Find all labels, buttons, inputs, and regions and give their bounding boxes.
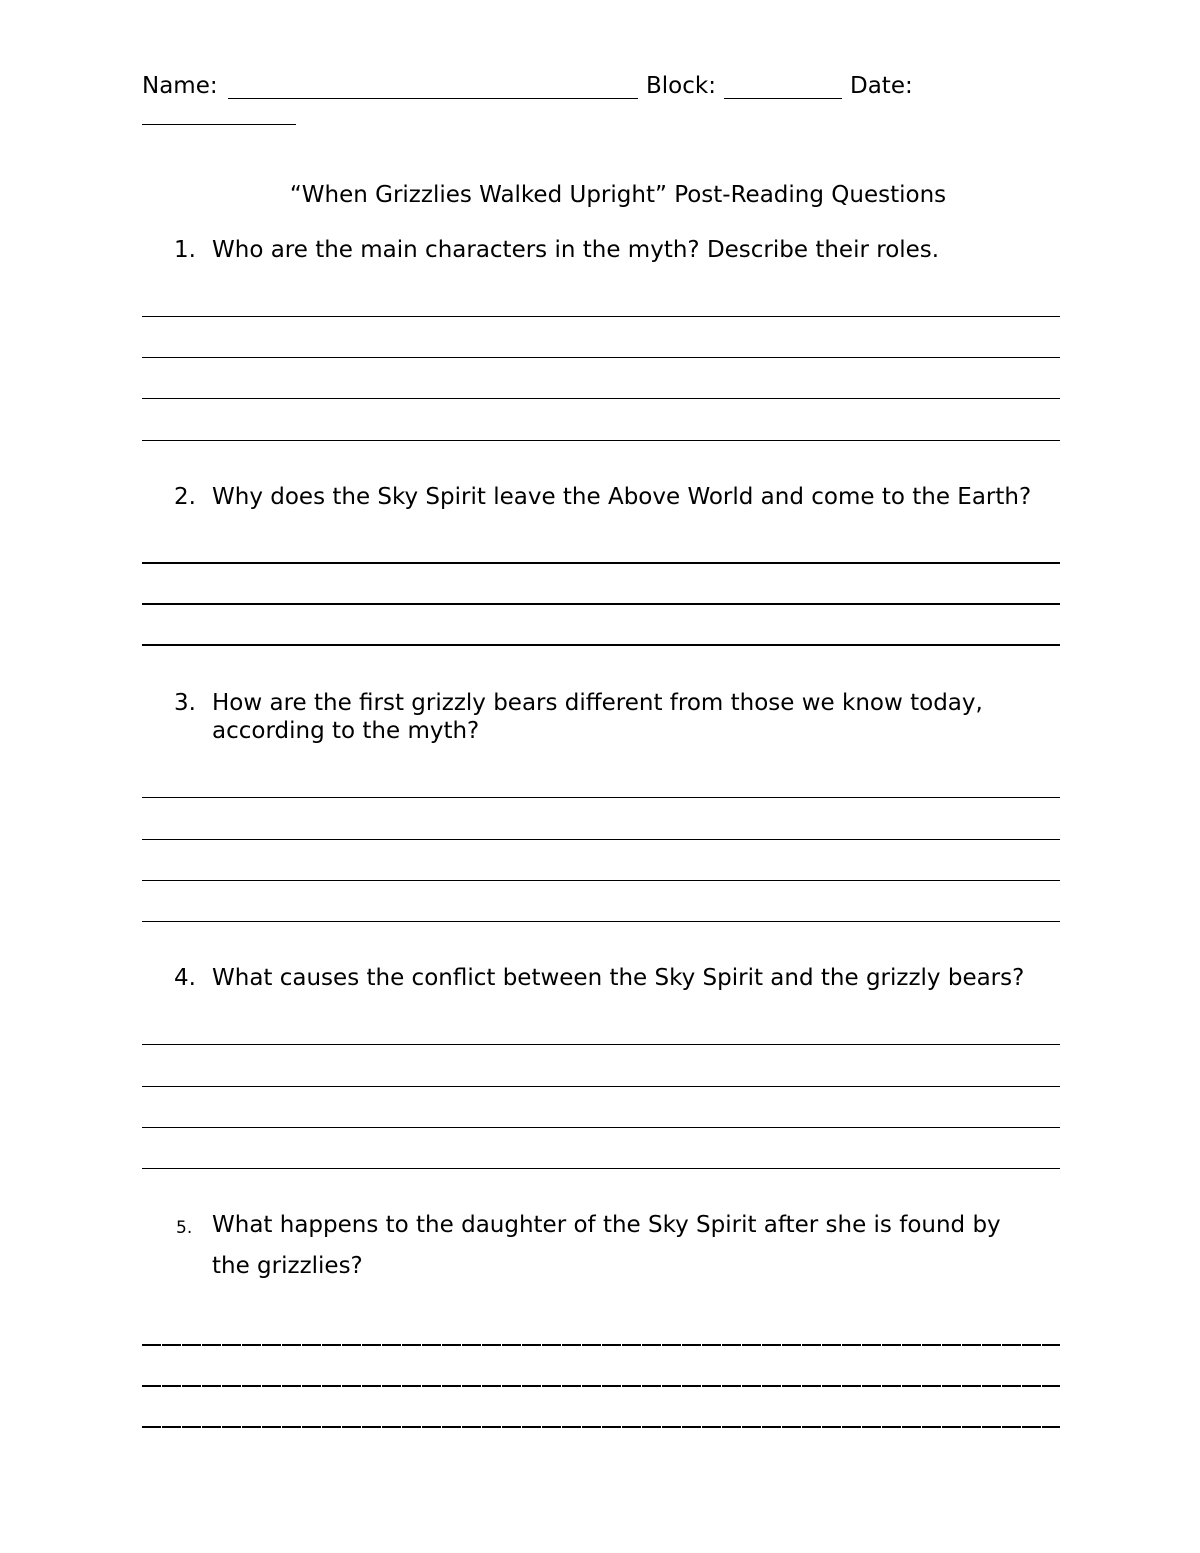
question-1-text: Who are the main characters in the myth? Describe their roles. xyxy=(212,237,940,263)
question-2-text: Why does the Sky Spirit leave the Above World and come to the Earth? xyxy=(212,484,1032,510)
date-blank-field[interactable] xyxy=(142,124,296,125)
answer-line[interactable] xyxy=(142,1426,1060,1428)
answer-line[interactable] xyxy=(142,839,1060,840)
answer-line[interactable] xyxy=(142,1127,1060,1128)
question-3-number: 3. xyxy=(174,690,196,716)
question-4-text: What causes the conflict between the Sky Spirit and the grizzly bears? xyxy=(212,965,1025,991)
answer-line[interactable] xyxy=(142,644,1060,646)
name-label: Name: xyxy=(142,73,218,99)
date-label: Date: xyxy=(850,73,913,99)
question-3-text-line-2: according to the myth? xyxy=(212,718,480,744)
worksheet-title: “When Grizzlies Walked Upright” Post-Reading Questions xyxy=(289,182,947,208)
answer-line[interactable] xyxy=(142,1385,1060,1387)
answer-line[interactable] xyxy=(142,1044,1060,1045)
answer-line[interactable] xyxy=(142,357,1060,358)
answer-line[interactable] xyxy=(142,440,1060,441)
answer-line[interactable] xyxy=(142,1086,1060,1087)
answer-line[interactable] xyxy=(142,1344,1060,1346)
question-1-number: 1. xyxy=(174,237,196,263)
question-3-text-line-1: How are the first grizzly bears different from those we know today, xyxy=(212,690,983,716)
answer-line[interactable] xyxy=(142,603,1060,605)
answer-line[interactable] xyxy=(142,1168,1060,1169)
answer-line[interactable] xyxy=(142,880,1060,881)
name-blank-field[interactable] xyxy=(228,98,638,99)
question-5-text-line-2: the grizzlies? xyxy=(212,1253,363,1279)
question-2-number: 2. xyxy=(174,484,196,510)
question-4-number: 4. xyxy=(174,965,196,991)
block-label: Block: xyxy=(646,73,716,99)
answer-line[interactable] xyxy=(142,797,1060,798)
answer-line[interactable] xyxy=(142,921,1060,922)
question-5-text-line-1: What happens to the daughter of the Sky Spirit after she is found by xyxy=(212,1212,1001,1238)
answer-line[interactable] xyxy=(142,398,1060,399)
question-5-number: 5. xyxy=(176,1218,193,1238)
block-blank-field[interactable] xyxy=(724,98,842,99)
answer-line[interactable] xyxy=(142,316,1060,317)
answer-line[interactable] xyxy=(142,562,1060,564)
